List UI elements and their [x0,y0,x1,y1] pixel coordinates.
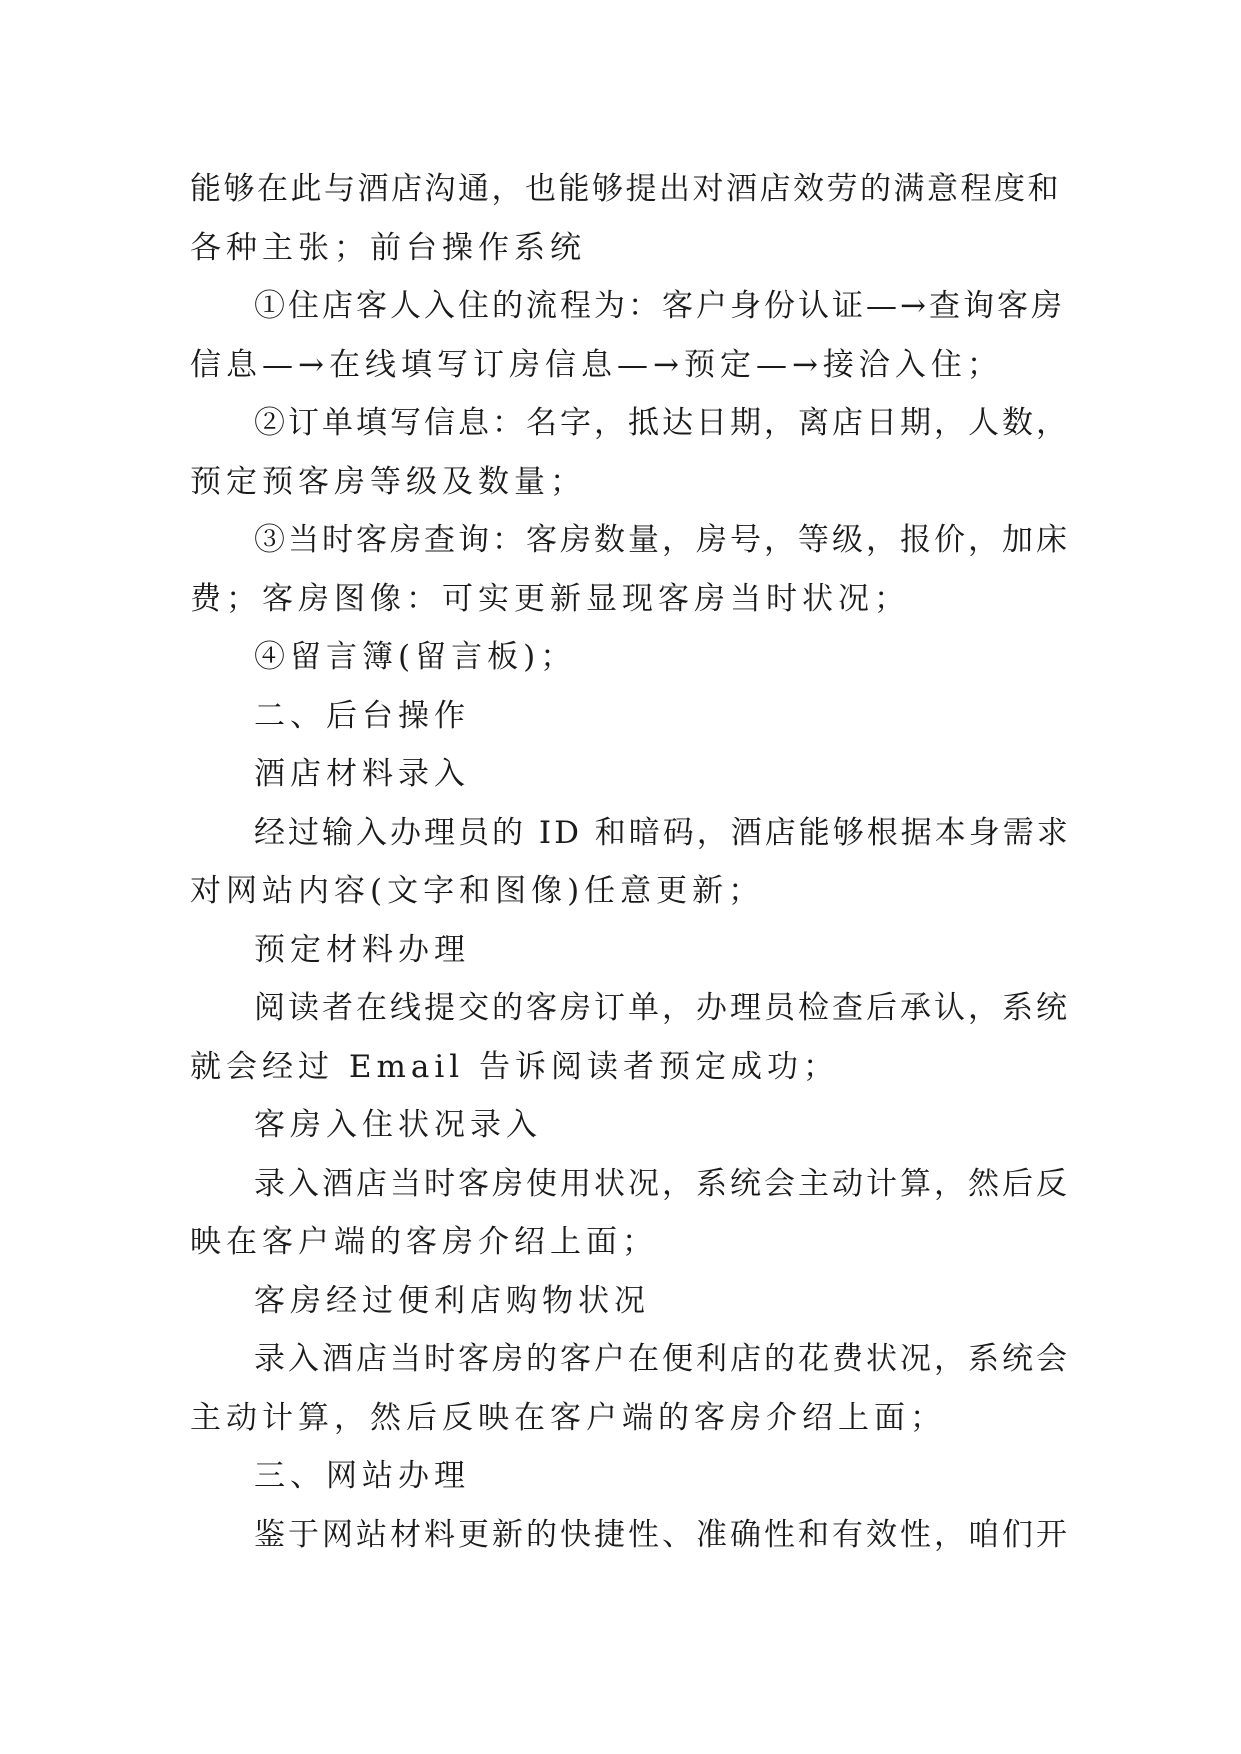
text-line: 预定预客房等级及数量； [190,463,586,500]
section-heading: 三、网站办理 [254,1458,470,1494]
text-line: 经过输入办理员的 ID 和暗码，酒店能够根据本身需求 [254,814,1071,851]
text-line: 信息—→在线填写订房信息—→预定—→接洽入住； [190,346,1003,383]
text-line: ②订单填写信息：名字，抵达日期，离店日期，人数， [254,405,1070,441]
text-line: 映在客户端的客房介绍上面； [190,1224,658,1260]
text-line: 录入酒店当时客房使用状况，系统会主动计算，然后反 [254,1165,1070,1202]
text-line: 对网站内容(文字和图像)任意更新； [190,873,765,909]
section-heading: 二、后台操作 [254,697,470,734]
text-line: 各种主张；前台操作系统 [190,229,586,266]
text-line: 就会经过 Email 告诉阅读者预定成功； [190,1048,840,1085]
text-line: 录入酒店当时客房的客户在便利店的花费状况，系统会 [254,1341,1070,1377]
text-line: 能够在此与酒店沟通，也能够提出对酒店效劳的满意程度和 [190,171,1061,207]
text-line: ①住店客人入住的流程为：客户身份认证—→查询客房 [254,288,1065,324]
text-line: 阅读者在线提交的客房订单，办理员检查后承认，系统 [254,990,1070,1026]
subsection-heading: 酒店材料录入 [254,756,470,792]
text-line: 鉴于网站材料更新的快捷性、准确性和有效性，咱们开 [254,1516,1070,1553]
text-line: 费；客房图像：可实更新显现客房当时状况； [190,580,910,617]
subsection-heading: 客房经过便利店购物状况 [254,1282,650,1319]
subsection-heading: 预定材料办理 [254,931,470,968]
document-body [190,160,1070,1564]
text-line: ③当时客房查询：客房数量，房号，等级，报价，加床 [254,522,1070,558]
text-line: 主动计算，然后反映在客户端的客房介绍上面； [190,1399,946,1436]
text-line: ④留言簿(留言板)； [254,639,577,675]
subsection-heading: 客房入住状况录入 [254,1107,542,1143]
